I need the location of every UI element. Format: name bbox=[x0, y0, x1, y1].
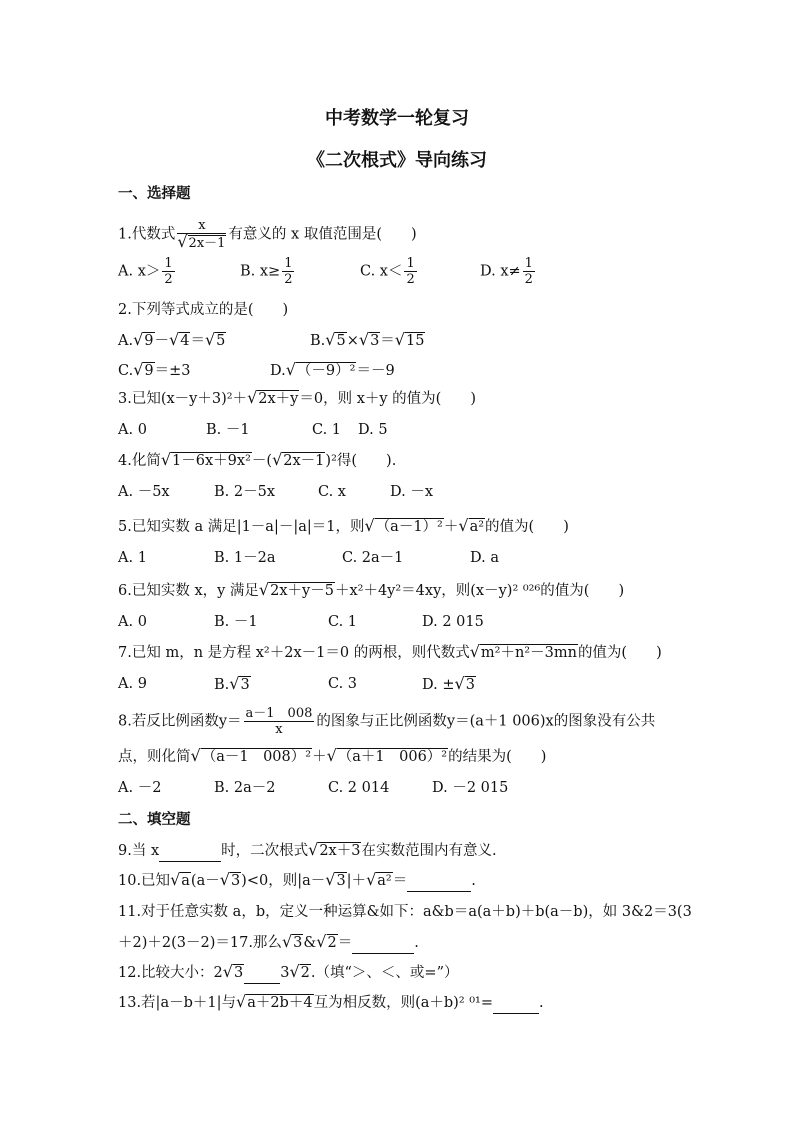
question-10: 10.已知√a(a－√3)<0，则|a－√3|＋√a²＝ . bbox=[118, 870, 476, 892]
q2-option-c[interactable]: C.√9＝±3 bbox=[118, 360, 191, 379]
q1-option-c[interactable]: C. x＜ $\frac{1}{2}$ bbox=[360, 256, 415, 287]
q7-option-b[interactable]: B.√3 bbox=[214, 674, 250, 693]
question-8: 8.若反比例函数y＝ $\frac{a-1 008}{x}$ 的图象与正比例函数y＝(a＋1 006)x的图象没有公共 bbox=[118, 706, 656, 737]
q8-fraction: $\frac{a-1 008}{x}$ bbox=[245, 706, 313, 737]
q7-option-c[interactable]: C. 3 bbox=[328, 676, 358, 692]
q1-option-d[interactable]: D. x≠ $\frac{1}{2}$ bbox=[480, 256, 533, 287]
question-7: 7.已知 m，n 是方程 x²＋2x－1＝0 的两根，则代数式√m²＋n²－3mn的值为( ) bbox=[118, 642, 662, 661]
q7-option-d[interactable]: D. ±√3 bbox=[422, 674, 475, 693]
q4-option-d[interactable]: D. －x bbox=[390, 484, 434, 500]
q4-option-a[interactable]: A. －5x bbox=[118, 484, 170, 500]
q1-denominator: 2x－1 bbox=[188, 236, 226, 251]
q2-option-d[interactable]: D.√（－9）²＝－9 bbox=[270, 360, 395, 379]
q5-option-a[interactable]: A. 1 bbox=[118, 550, 147, 566]
question-9: 9.当 x 时，二次根式√2x＋3在实数范围内有意义. bbox=[118, 840, 497, 862]
q5-option-c[interactable]: C. 2a－1 bbox=[342, 550, 404, 566]
question-3: 3.已知(x－y＋3)²＋√2x＋y＝0，则 x＋y 的值为( ) bbox=[118, 388, 477, 407]
q1-fraction: $\frac{x}{√2x-1}$ bbox=[177, 218, 226, 251]
question-1 bbox=[118, 218, 417, 251]
question-12: 12.比较大小：2√3 3√2.（填“＞、＜、或=”） bbox=[118, 962, 459, 984]
q9-answer-blank[interactable] bbox=[159, 841, 221, 862]
q8-option-c[interactable]: C. 2 014 bbox=[328, 780, 390, 796]
section-heading-fill: 二、填空题 bbox=[118, 812, 191, 828]
q1-stem-pre: 1.代数式 bbox=[118, 226, 176, 243]
page-title: 中考数学一轮复习 bbox=[325, 108, 469, 129]
question-13: 13.若|a－b＋1|与√a＋2b＋4互为相反数，则(a＋b)² ⁰¹= . bbox=[118, 992, 544, 1014]
q8-option-d[interactable]: D. －2 015 bbox=[432, 780, 509, 796]
q5-option-b[interactable]: B. 1－2a bbox=[214, 550, 276, 566]
q6-option-b[interactable]: B. －1 bbox=[214, 614, 258, 630]
q1-stem-post: 有意义的 x 取值范围是( ) bbox=[228, 226, 417, 243]
q1-option-a[interactable]: A. x＞ $\frac{1}{2}$ bbox=[118, 256, 173, 287]
q8-option-b[interactable]: B. 2a－2 bbox=[214, 780, 276, 796]
q10-answer-blank[interactable] bbox=[407, 871, 471, 892]
q4-option-c[interactable]: C. x bbox=[318, 484, 346, 500]
q3-option-a[interactable]: A. 0 bbox=[118, 422, 147, 438]
q7-option-a[interactable]: A. 9 bbox=[118, 676, 147, 692]
question-5: 5.已知实数 a 满足|1－a|－|a|＝1，则√（a－1）²＋√a²的值为( ) bbox=[118, 516, 569, 535]
q6-option-a[interactable]: A. 0 bbox=[118, 614, 147, 630]
q6-option-c[interactable]: C. 1 bbox=[328, 614, 358, 630]
q2-option-a[interactable]: A.√9－√4＝√5 bbox=[118, 330, 226, 349]
q3-option-b[interactable]: B. －1 bbox=[206, 422, 250, 438]
section-heading-choice: 一、选择题 bbox=[118, 186, 191, 202]
q13-answer-blank[interactable] bbox=[493, 993, 539, 1014]
q1-option-b[interactable]: B. x≥ $\frac{1}{2}$ bbox=[240, 256, 293, 287]
question-8-line2: 点，则化简√（a－1 008）²＋√（a＋1 006）²的结果为( ) bbox=[118, 746, 547, 765]
q6-option-d[interactable]: D. 2 015 bbox=[422, 614, 484, 630]
q12-answer-blank[interactable] bbox=[244, 963, 280, 984]
question-11-line2: ＋2)＋2(3－2)＝17.那么√3&√2＝ . bbox=[118, 932, 419, 954]
q8-option-a[interactable]: A. －2 bbox=[118, 780, 162, 796]
q3-option-d[interactable]: D. 5 bbox=[358, 422, 388, 438]
question-4: 4.化简√1－6x＋9x²－(√2x－1)²得( ). bbox=[118, 450, 397, 469]
q3-option-c[interactable]: C. 1 bbox=[312, 422, 342, 438]
q2-option-b[interactable]: B.√5×√3＝√15 bbox=[310, 330, 425, 349]
q11-answer-blank[interactable] bbox=[352, 933, 414, 954]
question-2: 2.下列等式成立的是( ) bbox=[118, 302, 289, 318]
question-11: 11.对于任意实数 a，b，定义一种运算&如下：a&b＝a(a＋b)＋b(a－b)，如 3&2＝3(3 bbox=[118, 904, 692, 920]
q4-option-b[interactable]: B. 2－5x bbox=[214, 484, 276, 500]
page-subtitle: 《二次根式》导向练习 bbox=[307, 150, 487, 171]
q5-option-d[interactable]: D. a bbox=[470, 550, 499, 566]
q1-numerator: x bbox=[177, 218, 226, 234]
question-6: 6.已知实数 x，y 满足√2x＋y－5＋x²＋4y²＝4xy，则(x－y)² ⁰²⁶的值为( ) bbox=[118, 580, 625, 599]
